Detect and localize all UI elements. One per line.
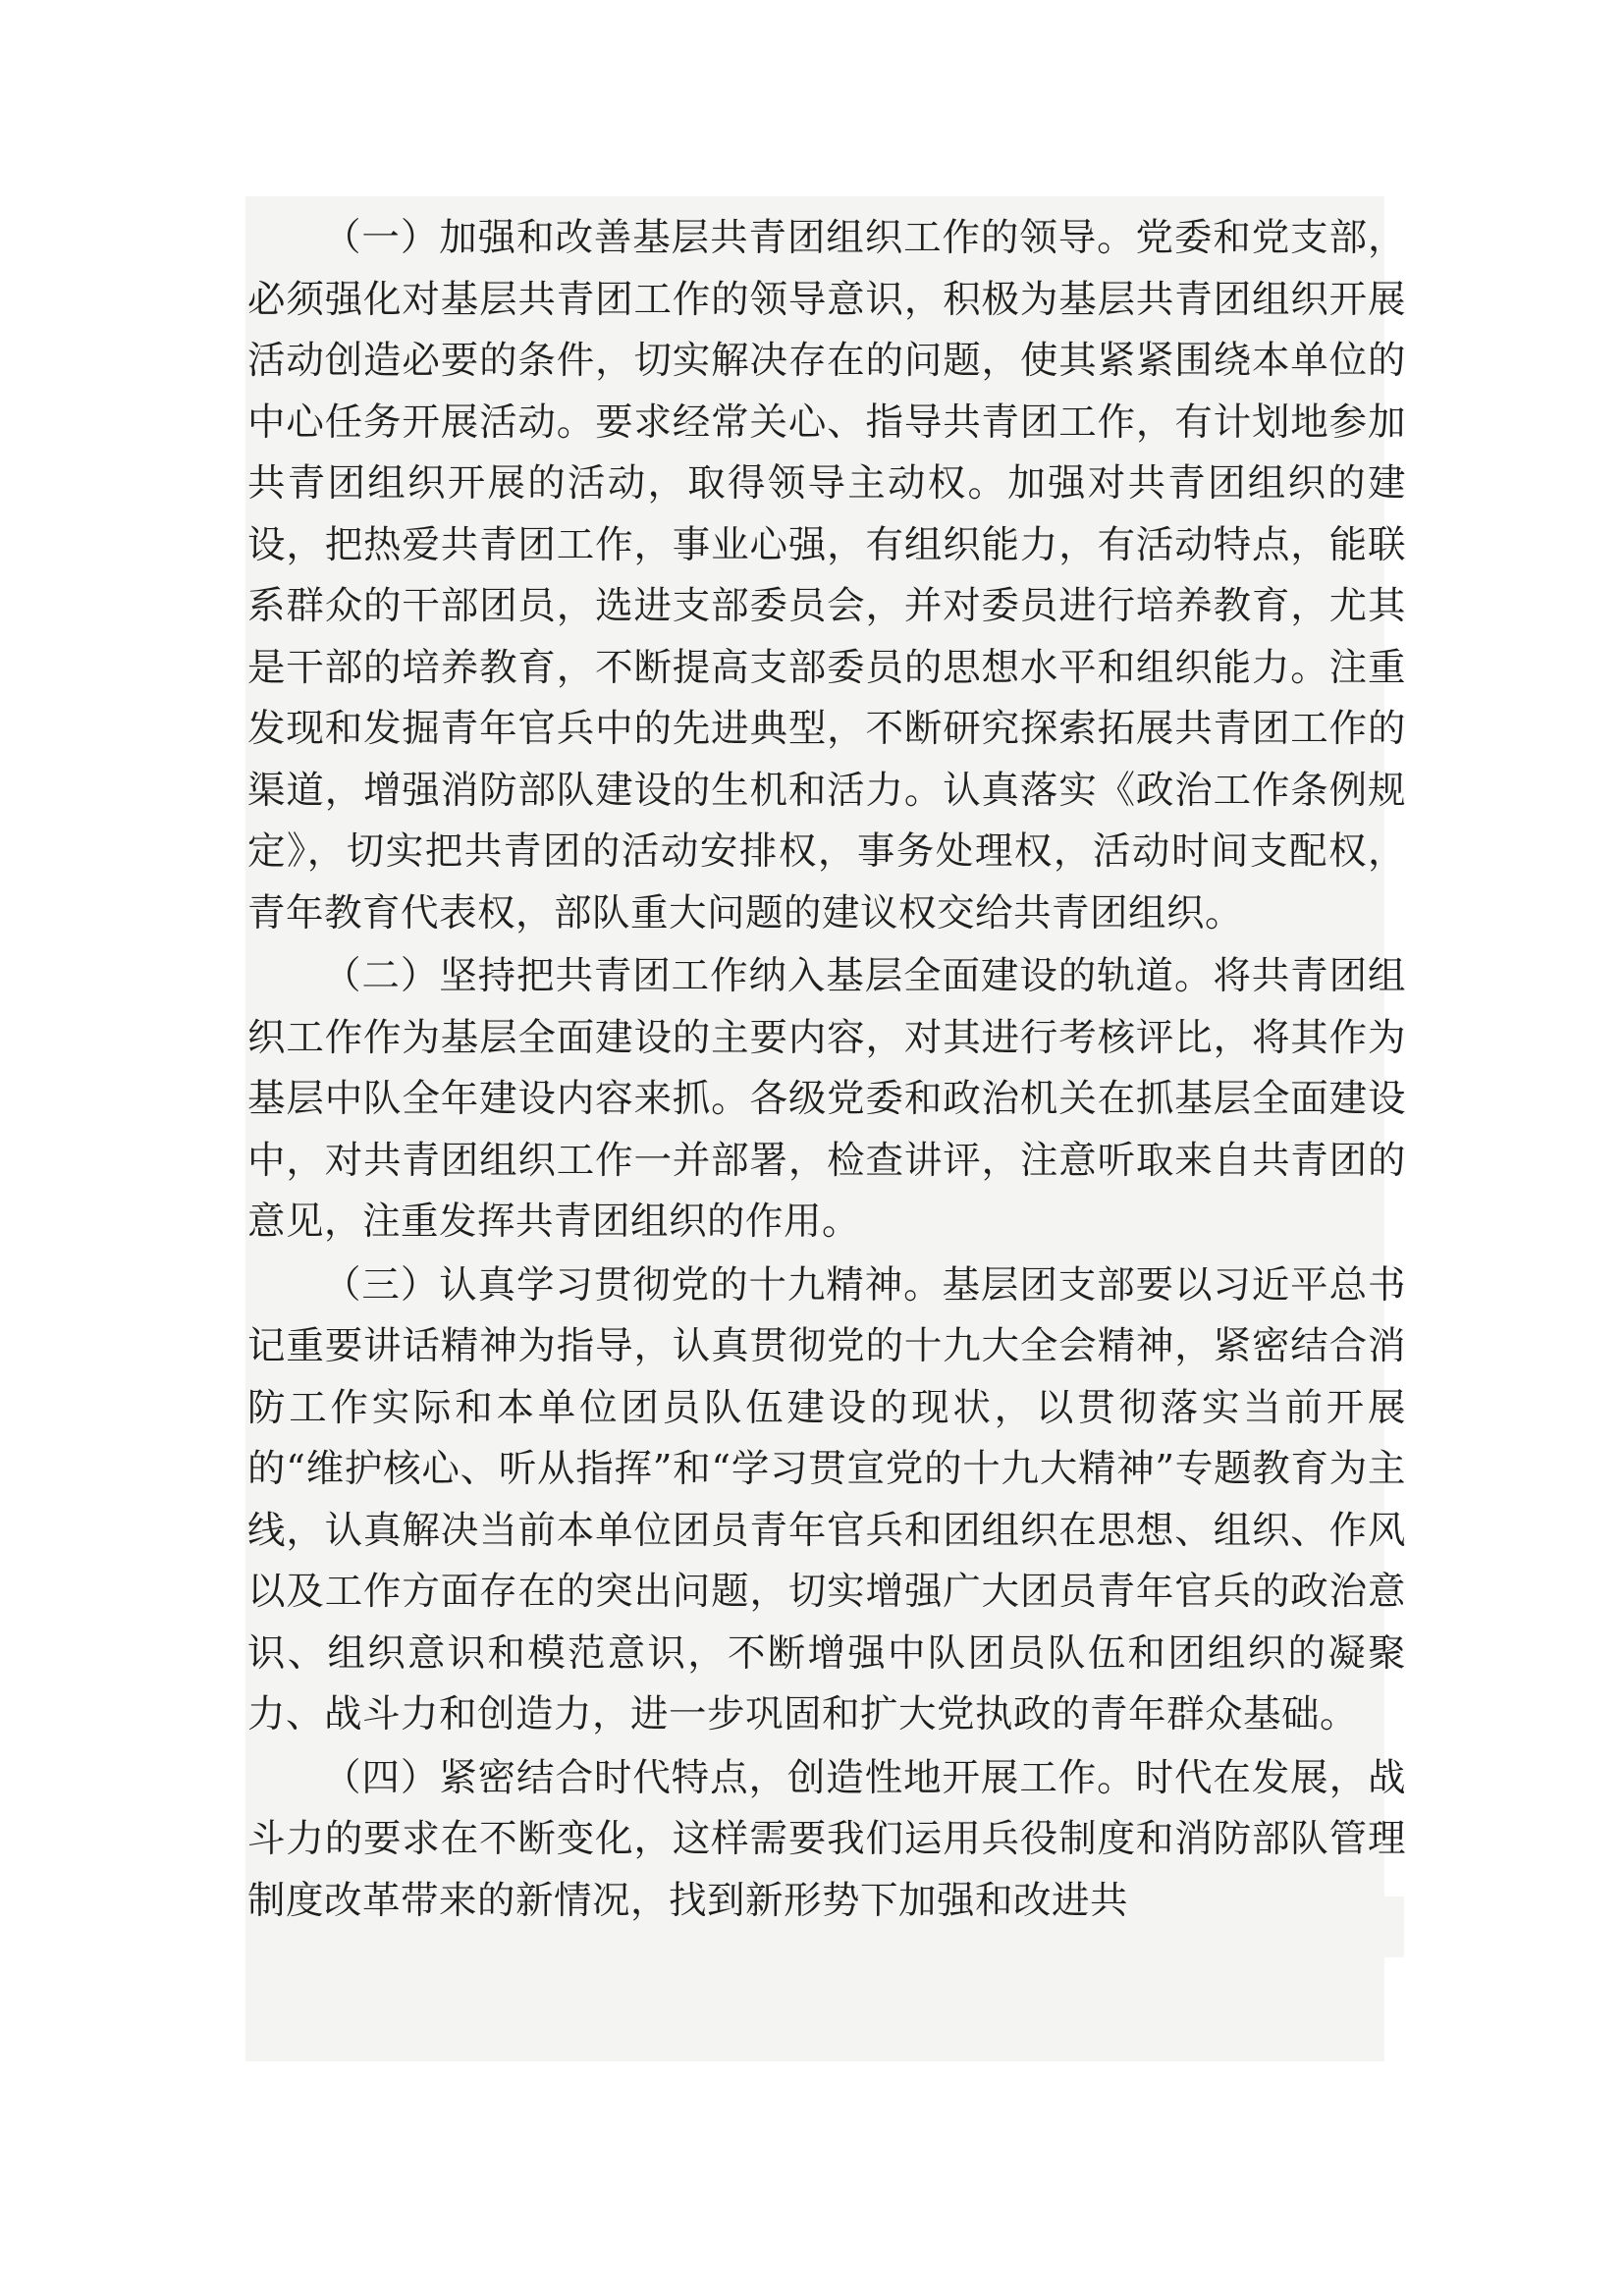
paragraph-3: （三）认真学习贯彻党的十九精神。基层团支部要以习近平总书记重要讲话精神为指导，认真贯彻党的十九大全会精神，紧密结合消防工作实际和本单位团员队伍建设的现状，以贯彻落实当前开展的“维护核心、听从指挥”和“学习贯宣党的十九大精神”专题教育为主线，认真解决当前本单位团员青年官兵和团组织在思想、组织、作风以及工作方面存在的突出问题，切实增强广大团员青年官兵的政治意识、组织意识和模范意识，不断增强中队团员队伍和团组织的凝聚力、战斗力和创造力，进一步巩固和扩大党执政的青年群众基础。 bbox=[247, 1262, 1406, 1736]
paragraph-2: （二）坚持把共青团工作纳入基层全面建设的轨道。将共青团组织工作作为基层全面建设的主要内容，对其进行考核评比，将其作为基层中队全年建设内容来抓。各级党委和政治机关在抓基层全面建设中，对共青团组织工作一并部署，检查讲评，注意听取来自共青团的意见，注重发挥共青团组织的作用。 bbox=[247, 954, 1406, 1244]
paragraph-4: （四）紧密结合时代特点，创造性地开展工作。时代在发展，战斗力的要求在不断变化，这样需要我们运用兵役制度和消防部队管理制度改革带来的新情况，找到新形势下加强和改进共 bbox=[247, 1755, 1406, 1923]
document-body bbox=[247, 208, 1406, 1932]
paragraph-1: （一）加强和改善基层共青团组织工作的领导。党委和党支部，必须强化对基层共青团工作的领导意识，积极为基层共青团组织开展活动创造必要的条件，切实解决存在的问题，使其紧紧围绕本单位的中心任务开展活动。要求经常关心、指导共青团工作，有计划地参加共青团组织开展的活动，取得领导主动权。加强对共青团组织的建设，把热爱共青团工作，事业心强，有组织能力，有活动特点，能联系群众的干部团员，选进支部委员会，并对委员进行培养教育，尤其是干部的培养教育，不断提高支部委员的思想水平和组织能力。注重发现和发掘青年官兵中的先进典型，不断研究探索拓展共青团工作的渠道，增强消防部队建设的生机和活力。认真落实《政治工作条例规定》，切实把共青团的活动安排权，事务处理权，活动时间支配权，青年教育代表权，部队重大问题的建议权交给共青团组织。 bbox=[247, 216, 1406, 935]
